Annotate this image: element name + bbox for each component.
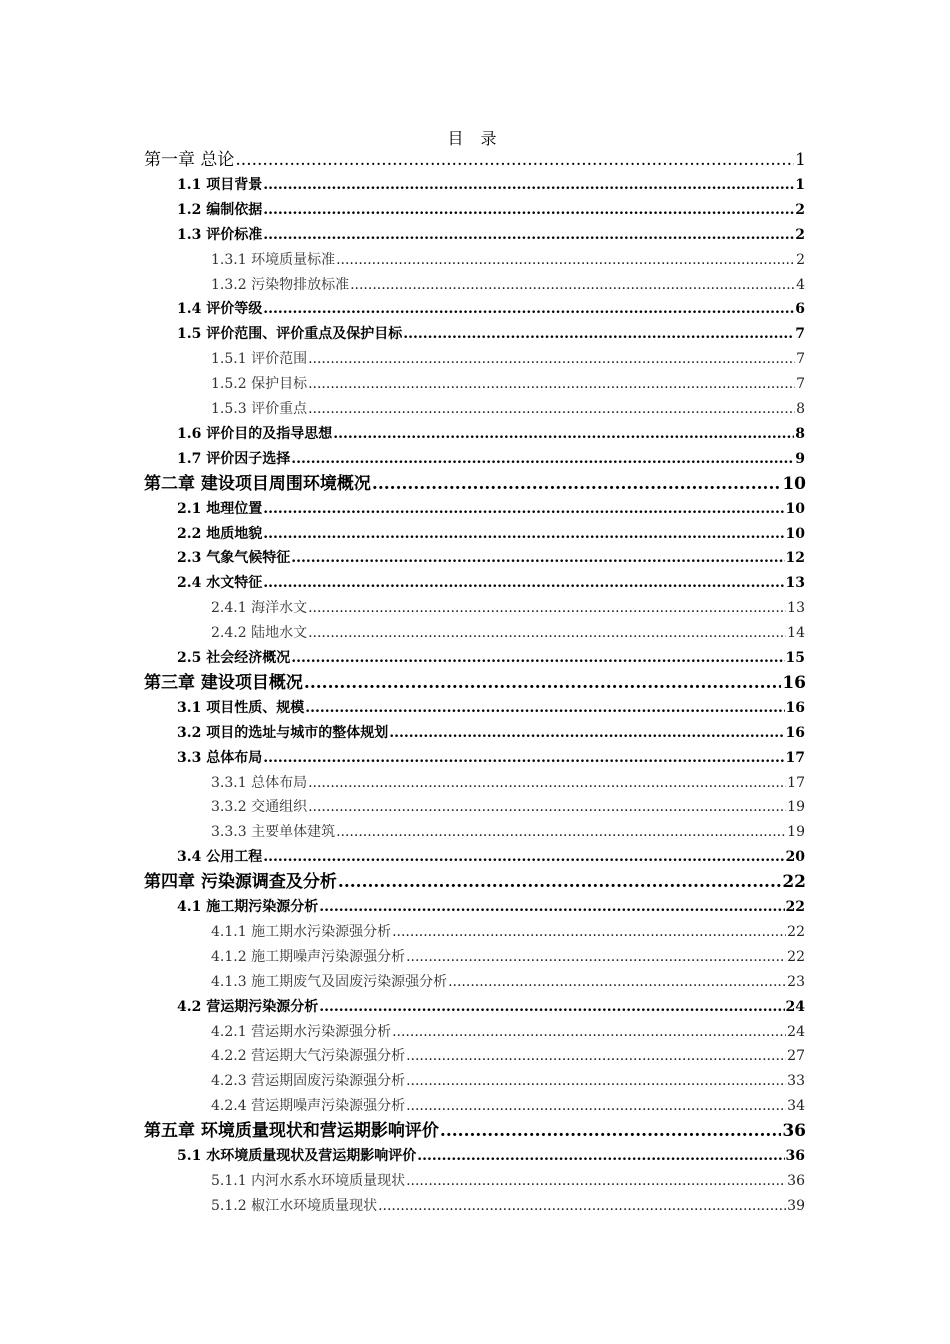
toc-leader-dots: [319, 895, 784, 919]
toc-entry-page-number: 24: [787, 1023, 805, 1040]
toc-entry-label: 4.2 营运期污染源分析: [177, 998, 319, 1015]
toc-entry-label: 1.3.1 环境质量标准: [211, 251, 336, 268]
toc-entry-level-3[interactable]: [211, 820, 805, 844]
toc-entry-level-3[interactable]: [211, 397, 805, 421]
toc-entry-label: 2.4 水文特征: [177, 575, 263, 592]
toc-entry-level-1[interactable]: [144, 671, 806, 695]
toc-leader-dots: [406, 1044, 786, 1068]
toc-leader-dots: [406, 945, 786, 969]
toc-leader-dots: [291, 546, 784, 570]
toc-entry-page-number: 27: [787, 1048, 805, 1065]
toc-entry-label: 1.2 编制依据: [177, 201, 263, 218]
toc-entry-level-1[interactable]: [144, 870, 806, 894]
toc-entry-page-number: 7: [796, 351, 805, 368]
toc-entry-level-2[interactable]: [177, 746, 805, 770]
toc-entry-page-number: 20: [785, 849, 805, 866]
toc-entry-page-number: 36: [785, 1148, 805, 1164]
toc-entry-level-2[interactable]: [177, 322, 805, 346]
toc-entry-label: 2.3 气象气候特征: [177, 550, 291, 567]
toc-entry-page-number: 14: [787, 625, 805, 642]
toc-entry-label: 5.1.1 内河水系水环境质量现状: [211, 1172, 406, 1189]
toc-entry-level-1[interactable]: [144, 472, 806, 496]
toc-leader-dots: [263, 297, 794, 321]
toc-leader-dots: [336, 820, 786, 844]
toc-entry-page-number: 23: [787, 973, 805, 990]
toc-entry-level-3[interactable]: [211, 1094, 805, 1118]
toc-entry-label: 1.3.2 污染物排放标准: [211, 276, 350, 293]
toc-entry-page-number: 22: [787, 923, 805, 940]
toc-leader-dots: [263, 522, 784, 546]
toc-entry-page-number: 10: [782, 473, 806, 494]
toc-leader-dots: [308, 596, 786, 620]
toc-leader-dots: [308, 347, 795, 371]
toc-entry-level-2[interactable]: [177, 497, 805, 521]
toc-leader-dots: [378, 1194, 786, 1218]
toc-entry-page-number: 22: [782, 872, 806, 893]
toc-entry-page-number: 7: [795, 326, 805, 343]
toc-entry-label: 4.1.3 施工期废气及固废污染源强分析: [211, 973, 448, 990]
toc-leader-dots: [308, 795, 786, 819]
toc-leader-dots: [263, 198, 794, 222]
toc-entry-page-number: 2: [796, 251, 805, 268]
toc-title: 目 录: [447, 129, 503, 148]
toc-entry-label: 3.4 公用工程: [177, 849, 263, 866]
toc-leader-dots: [263, 173, 794, 197]
toc-entry-label: 第四章 污染源调查及分析: [144, 872, 337, 893]
toc-entry-level-3[interactable]: [211, 795, 805, 819]
toc-entry-label: 2.5 社会经济概况: [177, 650, 291, 666]
toc-entry-label: 4.1.2 施工期噪声污染源强分析: [211, 948, 406, 965]
toc-entry-page-number: 6: [795, 301, 805, 318]
toc-leader-dots: [372, 472, 781, 496]
toc-entry-label: 第三章 建设项目概况: [144, 672, 303, 693]
toc-entry-page-number: 2: [795, 226, 805, 243]
toc-leader-dots: [440, 1119, 781, 1143]
toc-entry-level-2[interactable]: [177, 422, 805, 446]
toc-entry-level-2[interactable]: [177, 297, 805, 321]
toc-entry-label: 4.1 施工期污染源分析: [177, 899, 319, 915]
toc-entry-page-number: 15: [785, 650, 805, 666]
toc-leader-dots: [319, 995, 784, 1019]
toc-entry-level-3[interactable]: [211, 1194, 805, 1218]
toc-entry-level-3[interactable]: [211, 273, 805, 297]
toc-leader-dots: [406, 1094, 786, 1118]
toc-entry-page-number: 8: [796, 401, 805, 417]
toc-entry-label: 1.5 评价范围、评价重点及保护目标: [177, 326, 403, 343]
toc-leader-dots: [291, 646, 784, 670]
toc-leader-dots: [389, 721, 784, 745]
toc-leader-dots: [263, 571, 784, 595]
toc-entry-page-number: 1: [795, 150, 806, 170]
toc-entry-label: 1.5.1 评价范围: [211, 351, 308, 368]
toc-entry-label: 1.7 评价因子选择: [177, 450, 291, 467]
toc-entry-level-2[interactable]: [177, 895, 805, 919]
toc-leader-dots: [406, 1069, 786, 1093]
toc-entry-level-2[interactable]: [177, 646, 805, 670]
toc-entry-page-number: 8: [795, 425, 805, 442]
toc-leader-dots: [308, 771, 786, 795]
toc-entry-page-number: 9: [795, 450, 805, 467]
toc-entry-label: 4.2.3 营运期固废污染源强分析: [211, 1073, 406, 1090]
toc-entry-level-3[interactable]: [211, 372, 805, 396]
toc-entry-level-2[interactable]: [177, 198, 805, 222]
toc-leader-dots: [336, 248, 795, 272]
toc-entry-page-number: 16: [785, 724, 805, 741]
toc-leader-dots: [291, 447, 794, 471]
toc-entry-level-3[interactable]: [211, 920, 805, 944]
toc-entry-label: 4.1.1 施工期水污染源强分析: [211, 923, 392, 940]
toc-entry-label: 5.1.2 椒江水环境质量现状: [211, 1197, 378, 1214]
toc-leader-dots: [308, 397, 795, 421]
toc-entry-label: 3.1 项目性质、规模: [177, 699, 305, 716]
toc-entry-label: 1.4 评价等级: [177, 301, 263, 318]
toc-entry-label: 3.3 总体布局: [177, 749, 263, 766]
toc-entry-label: 3.3.2 交通组织: [211, 799, 308, 816]
toc-entry-level-3[interactable]: [211, 347, 805, 371]
toc-leader-dots: [263, 845, 784, 869]
toc-entry-label: 1.6 评价目的及指导思想: [177, 425, 333, 442]
toc-entry-level-3[interactable]: [211, 596, 805, 620]
toc-entry-level-1[interactable]: [144, 1119, 806, 1143]
toc-entry-level-2[interactable]: [177, 522, 805, 546]
toc-entry-label: 1.1 项目背景: [177, 176, 263, 193]
toc-entry-page-number: 22: [785, 899, 805, 915]
toc-entry-page-number: 36: [782, 1121, 806, 1142]
toc-entry-label: 2.4.2 陆地水文: [211, 625, 308, 642]
toc-entry-level-3[interactable]: [211, 771, 805, 795]
toc-entry-level-3[interactable]: [211, 1069, 805, 1093]
toc-entry-page-number: 2: [795, 201, 805, 218]
toc-leader-dots: [350, 273, 795, 297]
toc-entry-label: 3.2 项目的选址与城市的整体规划: [177, 724, 389, 741]
toc-leader-dots: [392, 1020, 786, 1044]
toc-leader-dots: [338, 870, 781, 894]
toc-leader-dots: [305, 696, 784, 720]
toc-leader-dots: [235, 148, 794, 172]
toc-entry-label: 2.4.1 海洋水文: [211, 600, 308, 617]
toc-entry-page-number: 17: [785, 749, 805, 766]
toc-entry-page-number: 16: [782, 672, 806, 693]
toc-entry-label: 第五章 环境质量现状和营运期影响评价: [144, 1121, 439, 1142]
toc-entry-page-number: 7: [796, 376, 805, 393]
toc-entry-level-3[interactable]: [211, 1020, 805, 1044]
toc-entry-page-number: 39: [787, 1197, 805, 1214]
toc-entry-level-2[interactable]: [177, 995, 805, 1019]
toc-entry-page-number: 10: [785, 500, 805, 517]
toc-entry-label: 1.5.2 保护目标: [211, 376, 308, 393]
toc-entry-level-2[interactable]: [177, 696, 805, 720]
toc-entry-page-number: 4: [796, 276, 805, 293]
toc-entry-level-2[interactable]: [177, 721, 805, 745]
toc-entry-level-3[interactable]: [211, 945, 805, 969]
toc-entry-page-number: 10: [785, 525, 805, 542]
toc-entry-level-2[interactable]: [177, 1144, 805, 1168]
toc-entry-label: 2.1 地理位置: [177, 500, 263, 517]
toc-entry-page-number: 12: [785, 550, 805, 567]
toc-leader-dots: [308, 621, 786, 645]
toc-leader-dots: [304, 671, 781, 695]
toc-entry-level-2[interactable]: [177, 845, 805, 869]
toc-leader-dots: [448, 970, 786, 994]
toc-leader-dots: [263, 497, 784, 521]
toc-entry-label: 第二章 建设项目周围环境概况: [144, 473, 371, 494]
toc-entry-page-number: 19: [787, 799, 805, 816]
toc-leader-dots: [263, 746, 784, 770]
toc-leader-dots: [403, 322, 794, 346]
toc-entry-level-1[interactable]: [144, 148, 806, 172]
toc-entry-label: 1.3 评价标准: [177, 226, 263, 243]
toc-leader-dots: [417, 1144, 784, 1168]
toc-entry-page-number: 13: [787, 600, 805, 617]
toc-entry-page-number: 33: [787, 1073, 805, 1090]
toc-entry-page-number: 13: [785, 575, 805, 592]
toc-entry-page-number: 22: [787, 948, 805, 965]
toc-entry-label: 5.1 水环境质量现状及营运期影响评价: [177, 1148, 417, 1164]
toc-entry-page-number: 19: [787, 824, 805, 841]
toc-entry-label: 第一章 总论: [144, 150, 235, 170]
toc-entry-level-2[interactable]: [177, 571, 805, 595]
toc-entry-level-2[interactable]: [177, 546, 805, 570]
toc-entry-page-number: 34: [787, 1098, 805, 1115]
toc-entry-page-number: 17: [787, 774, 805, 791]
toc-entry-label: 2.2 地质地貌: [177, 525, 263, 542]
toc-entry-level-3[interactable]: [211, 1169, 805, 1193]
toc-leader-dots: [308, 372, 795, 396]
toc-entry-level-3[interactable]: [211, 1044, 805, 1068]
toc-leader-dots: [333, 422, 794, 446]
toc-entry-page-number: 16: [785, 699, 805, 716]
toc-leader-dots: [263, 223, 794, 247]
toc-entry-label: 3.3.3 主要单体建筑: [211, 824, 336, 841]
toc-entry-level-2[interactable]: [177, 223, 805, 247]
toc-leader-dots: [406, 1169, 786, 1193]
toc-entry-page-number: 24: [785, 998, 805, 1015]
toc-entry-level-3[interactable]: [211, 621, 805, 645]
toc-entry-label: 4.2.4 营运期噪声污染源强分析: [211, 1098, 406, 1115]
toc-entry-level-3[interactable]: [211, 248, 805, 272]
toc-entry-label: 1.5.3 评价重点: [211, 401, 308, 417]
toc-entry-label: 4.2.2 营运期大气污染源强分析: [211, 1048, 406, 1065]
toc-entry-page-number: 36: [787, 1172, 805, 1189]
toc-entry-label: 4.2.1 营运期水污染源强分析: [211, 1023, 392, 1040]
toc-entry-page-number: 1: [795, 176, 805, 193]
toc-leader-dots: [392, 920, 786, 944]
toc-entry-level-2[interactable]: [177, 447, 805, 471]
toc-entry-level-2[interactable]: [177, 173, 805, 197]
toc-entry-level-3[interactable]: [211, 970, 805, 994]
toc-entry-label: 3.3.1 总体布局: [211, 774, 308, 791]
